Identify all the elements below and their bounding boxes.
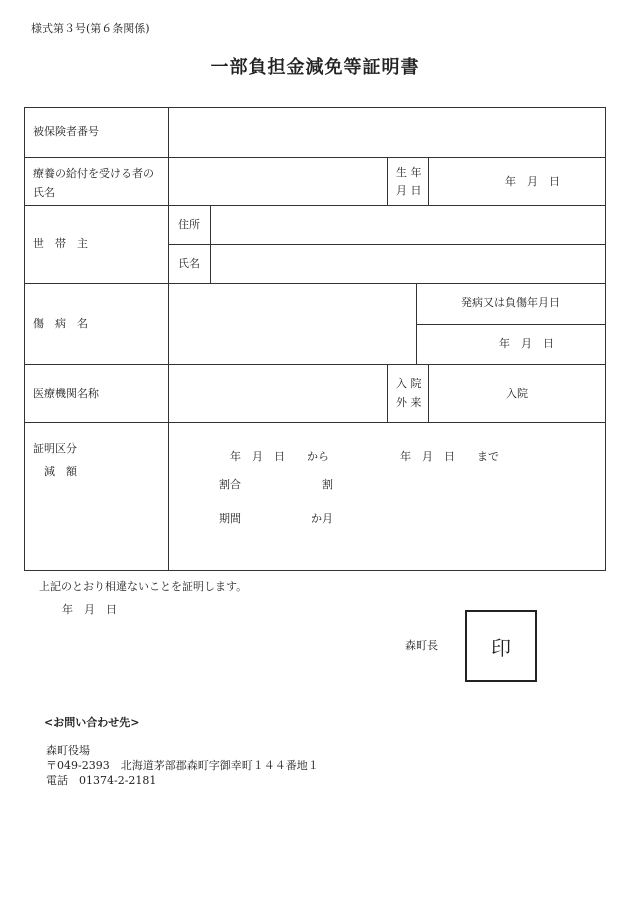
- table-border-bottom: [24, 570, 605, 571]
- household-address-label: 住所: [178, 218, 200, 231]
- row-divider: [416, 324, 605, 325]
- column-divider: [387, 364, 388, 422]
- ratio-label: 割合: [219, 478, 241, 491]
- mayor-label: 森町長: [405, 639, 438, 652]
- column-divider: [210, 205, 211, 283]
- document-title: 一部負担金減免等証明書: [210, 57, 420, 78]
- inpatient-outpatient-label-line2: 外 来: [396, 396, 422, 409]
- certification-category-label: 証明区分: [33, 442, 77, 455]
- birthdate-label-line2: 月 日: [396, 184, 422, 197]
- period-to[interactable]: 年 月 日 まで: [400, 450, 499, 463]
- seal-text: 印: [491, 635, 511, 660]
- certification-date[interactable]: 年 月 日: [62, 603, 117, 616]
- contact-heading: <お問い合わせ先>: [44, 716, 140, 729]
- column-divider: [428, 364, 429, 422]
- column-divider: [168, 107, 169, 571]
- institution-name-label: 医療機関名称: [33, 387, 99, 400]
- row-divider: [24, 364, 605, 365]
- inpatient-value[interactable]: 入院: [506, 387, 528, 400]
- period-from[interactable]: 年 月 日 から: [230, 450, 329, 463]
- table-border-top: [24, 107, 605, 108]
- disease-name-label: 傷 病 名: [33, 317, 88, 330]
- birthdate-field[interactable]: 年 月 日: [505, 175, 560, 188]
- inpatient-outpatient-label-line1: 入 院: [396, 377, 422, 390]
- duration-unit: か月: [311, 512, 333, 525]
- certification-statement: 上記のとおり相違ないことを証明します。: [39, 580, 248, 593]
- household-head-label: 世 帯 主: [33, 237, 88, 250]
- column-divider: [416, 283, 417, 364]
- row-divider: [24, 283, 605, 284]
- column-divider: [387, 157, 388, 205]
- row-divider: [24, 422, 605, 423]
- row-divider: [168, 244, 605, 245]
- table-border-right: [605, 107, 606, 571]
- institution-name-field[interactable]: [170, 366, 386, 421]
- patient-name-field[interactable]: [170, 159, 386, 204]
- household-name-label: 氏名: [178, 257, 200, 270]
- column-divider: [428, 157, 429, 205]
- row-divider: [24, 157, 605, 158]
- patient-name-label-line1: 療養の給付を受ける者の: [33, 167, 154, 180]
- table-border-left: [24, 107, 25, 571]
- disease-name-field[interactable]: [170, 285, 415, 363]
- patient-name-label-line2: 氏名: [33, 186, 55, 199]
- seal-box: [465, 610, 537, 682]
- row-divider: [24, 205, 605, 206]
- insured-number-label: 被保険者番号: [33, 125, 99, 138]
- form-reference: 様式第３号(第６条関係): [31, 22, 150, 35]
- contact-phone: 電話 01374-2-2181: [46, 774, 157, 787]
- contact-organization: 森町役場: [46, 744, 90, 757]
- insured-number-field[interactable]: [170, 109, 604, 156]
- household-address-field[interactable]: [212, 207, 604, 243]
- duration-label: 期間: [219, 512, 241, 525]
- household-name-field[interactable]: [212, 246, 604, 282]
- reduction-label: 減 額: [44, 465, 77, 478]
- contact-address: 〒049-2393 北海道茅部郡森町字御幸町１４４番地１: [46, 759, 319, 772]
- onset-date-label: 発病又は負傷年月日: [461, 296, 560, 309]
- birthdate-label-line1: 生 年: [396, 166, 422, 179]
- onset-date-field[interactable]: 年 月 日: [499, 337, 554, 350]
- ratio-unit: 割: [322, 478, 333, 491]
